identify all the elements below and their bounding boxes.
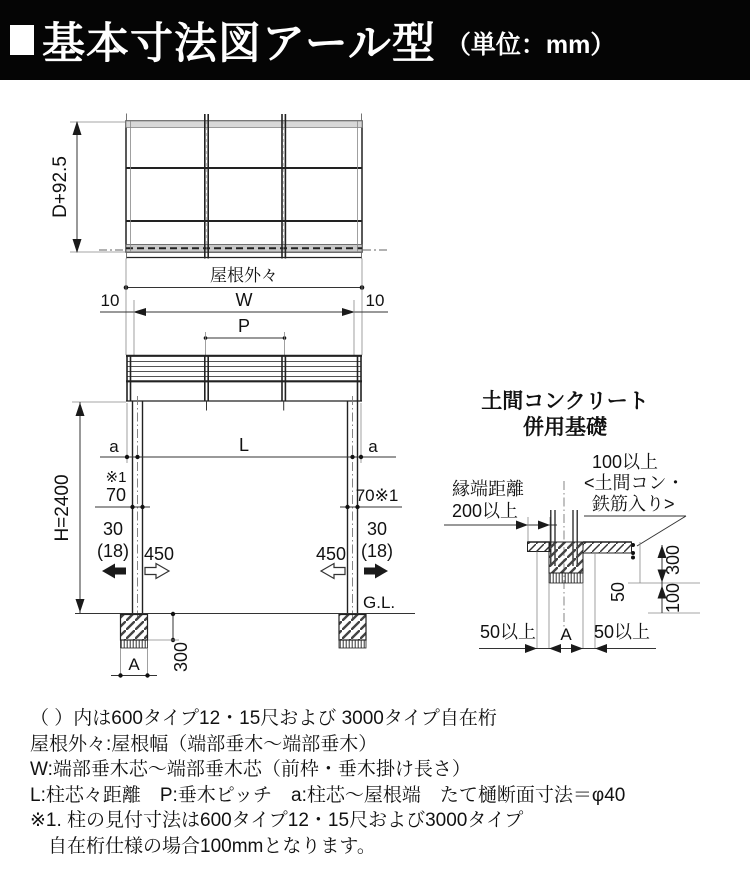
dim-450-right: 450 xyxy=(315,544,347,564)
width-dim: W xyxy=(235,290,253,310)
a-right-dim: a xyxy=(368,437,378,456)
slab-label-3: 鉄筋入り> xyxy=(592,494,675,514)
dim-450-left: 450 xyxy=(143,544,175,564)
footing-depth-dim: 300 xyxy=(171,641,191,673)
dim-30-right: 30 xyxy=(366,519,388,539)
edge-distance-label: 縁端距離 xyxy=(452,479,524,499)
note-line-4: L:柱芯々距離 P:垂木ピッチ a:柱芯～屋根端 たて樋断面寸法＝φ40 xyxy=(30,784,626,806)
arrow-right-outline-icon xyxy=(145,564,169,579)
detail-width-dim: A xyxy=(560,625,572,644)
plan-depth-dim: D+92.5 xyxy=(50,156,71,218)
note-line-1: （ ）内は600タイプ12・15尺および 3000タイプ自在桁 xyxy=(30,708,497,729)
pitch-dim: P xyxy=(237,316,251,336)
dim-18-right: (18) xyxy=(360,541,394,561)
detail-title-line1: 土間コンクリート xyxy=(481,390,649,413)
post-width-right-dim: 70※1 xyxy=(355,486,399,505)
dim-30-left: 30 xyxy=(102,519,124,539)
arrow-right-solid-icon xyxy=(364,564,388,579)
offset-left-dim: 10 xyxy=(100,291,120,310)
plan-view xyxy=(50,114,387,356)
dim-100: 100 xyxy=(663,582,683,614)
note-line-5: ※1. 柱の見付寸法は600タイプ12・15尺および3000タイプ xyxy=(30,810,524,831)
page-title: 基本寸法図アール型 xyxy=(42,19,436,68)
slab-label-1: 100以上 xyxy=(592,452,659,472)
elevation-view xyxy=(52,290,415,678)
height-dim: H=2400 xyxy=(52,474,73,542)
foundation-detail xyxy=(444,389,700,653)
slab-label-2: <土間コン・ xyxy=(584,473,685,493)
note-line-2: 屋根外々:屋根幅（端部垂木～端部垂木） xyxy=(30,733,378,755)
footing-right xyxy=(339,615,366,649)
offset-right-dim: 10 xyxy=(365,291,385,310)
note-line-3: W:端部垂木芯～端部垂木芯（前枠・垂木掛け長さ） xyxy=(30,759,471,780)
footing-width-dim: A xyxy=(128,655,140,674)
roof-outer-label: 屋根外々 xyxy=(210,266,278,285)
footnotes xyxy=(30,706,730,859)
min-left-dim: 50以上 xyxy=(479,622,537,642)
ground-line-label: G.L. xyxy=(363,593,396,612)
edge-distance-value: 200以上 xyxy=(452,501,519,521)
span-dim: L xyxy=(238,435,250,455)
note-line-6: 自在桁仕様の場合100mmとなります。 xyxy=(48,835,376,857)
ref-mark: ※1 xyxy=(105,469,127,486)
footing-left xyxy=(121,615,148,649)
arrow-left-outline-icon xyxy=(321,564,345,579)
min-right-dim: 50以上 xyxy=(593,622,651,642)
a-left-dim: a xyxy=(109,437,119,456)
post-width-left-dim: 70 xyxy=(105,485,127,505)
dim-300: 300 xyxy=(663,544,683,576)
arrow-left-solid-icon xyxy=(102,564,126,579)
dim-50: 50 xyxy=(608,581,628,603)
detail-title-line2: 併用基礎 xyxy=(523,416,607,439)
dim-18-left: (18) xyxy=(96,541,130,561)
unit-label: （単位：mm） xyxy=(445,31,616,59)
